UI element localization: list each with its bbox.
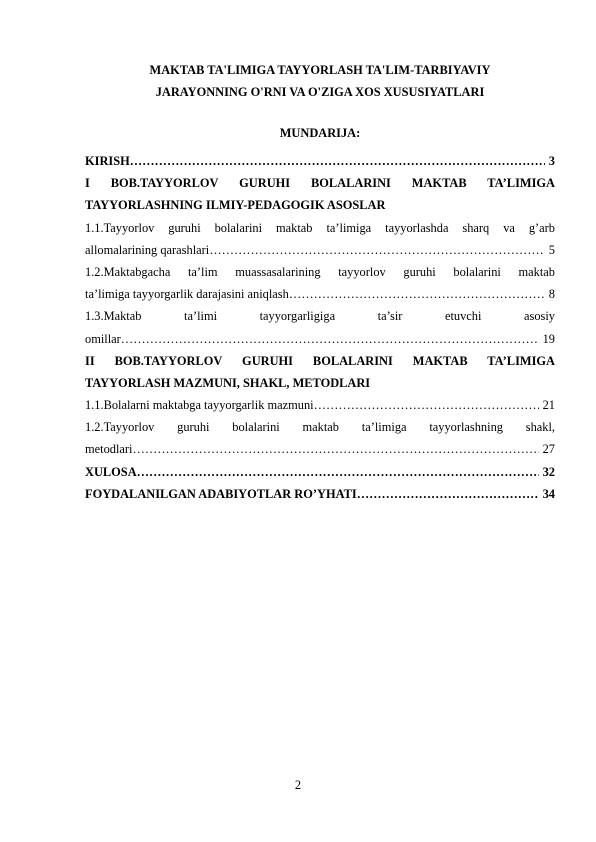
toc-entry-text: KIRISH bbox=[85, 154, 130, 168]
toc-chapter-1-line-2[interactable]: TAYYORLASHNING ILMIY-PEDAGOGIK ASOSLAR bbox=[85, 198, 386, 213]
dot-leader bbox=[314, 394, 539, 416]
toc-entry-text: allomalarining qarashlari bbox=[85, 242, 210, 257]
toc-page-number: 21 bbox=[542, 398, 555, 413]
toc-section-1-1-line-2[interactable] bbox=[85, 239, 555, 261]
table-of-contents bbox=[85, 150, 555, 505]
page-number: 2 bbox=[294, 778, 302, 792]
toc-entry-text: 1.1.Bolalarni maktabga tayyorgarlik mazmuni bbox=[85, 398, 314, 413]
toc-page-number: 34 bbox=[542, 486, 555, 501]
dot-leader bbox=[137, 461, 539, 483]
toc-section-1-3-line-2[interactable] bbox=[85, 328, 555, 350]
toc-page-number: 8 bbox=[548, 287, 555, 302]
toc-entry-text: omillar bbox=[85, 331, 121, 346]
toc-page-number: 3 bbox=[548, 154, 555, 168]
toc-entry-kirish[interactable] bbox=[85, 150, 555, 172]
dot-leader bbox=[132, 438, 538, 460]
dot-leader bbox=[289, 283, 545, 305]
dot-leader bbox=[121, 328, 539, 350]
toc-page-number: 19 bbox=[542, 331, 555, 346]
contents-heading: MUNDARIJA: bbox=[279, 126, 361, 140]
toc-entry-text: metodlari bbox=[85, 442, 133, 457]
toc-section-1-3-line-1[interactable]: 1.3.Maktab ta’limi tayyorgarligiga ta’sir etuvchi asosiy bbox=[85, 309, 555, 324]
toc-section-2-2-line-1[interactable]: 1.2.Tayyorlov guruhi bolalarini maktab ta’limiga tayyorlashning shakl, bbox=[85, 420, 555, 435]
toc-chapter-2-line-1[interactable]: II BOB.TAYYORLOV GURUHI BOLALARINI MAKTAB TA’LIMIGA bbox=[85, 353, 555, 368]
dot-leader bbox=[357, 483, 539, 505]
toc-section-2-2-line-2[interactable] bbox=[85, 438, 555, 460]
toc-entry-text: XULOSA bbox=[85, 464, 137, 479]
toc-chapter-2-line-2[interactable]: TAYYORLASH MAZMUNI, SHAKL, METODLARI bbox=[85, 375, 371, 390]
toc-section-1-2-line-1[interactable]: 1.2.Maktabgacha ta’lim muassasalarining tayyorlov guruhi bolalarini maktab bbox=[85, 264, 555, 279]
dot-leader bbox=[209, 239, 545, 261]
toc-section-1-2-line-2[interactable] bbox=[85, 283, 555, 305]
toc-entry-xulosa[interactable] bbox=[85, 461, 555, 483]
toc-page-number: 5 bbox=[548, 242, 555, 257]
dot-leader bbox=[130, 150, 545, 172]
toc-section-1-1-line-1[interactable]: 1.1.Tayyorlov guruhi bolalarini maktab ta’limiga tayyorlashda sharq va g’arb bbox=[85, 220, 555, 235]
document-title-line-2: JARAYONNING O'RNI VA O'ZIGA XOS XUSUSIYATLARI bbox=[155, 85, 485, 99]
toc-page-number: 27 bbox=[542, 442, 555, 457]
document-title-line-1: MAKTAB TA'LIMIGA TAYYORLASH TA'LIM-TARBIYAVIY bbox=[149, 63, 491, 77]
toc-entry-text: ta’limiga tayyorgarlik darajasini aniqlash bbox=[85, 287, 289, 302]
toc-chapter-1-line-1[interactable]: I BOB.TAYYORLOV GURUHI BOLALARINI MAKTAB TA’LIMIGA bbox=[85, 176, 555, 191]
toc-page-number: 32 bbox=[542, 464, 555, 479]
toc-entry-bibliography[interactable] bbox=[85, 483, 555, 505]
toc-section-2-1[interactable] bbox=[85, 394, 555, 416]
toc-entry-text: FOYDALANILGAN ADABIYOTLAR RO’YHATI bbox=[85, 486, 357, 501]
